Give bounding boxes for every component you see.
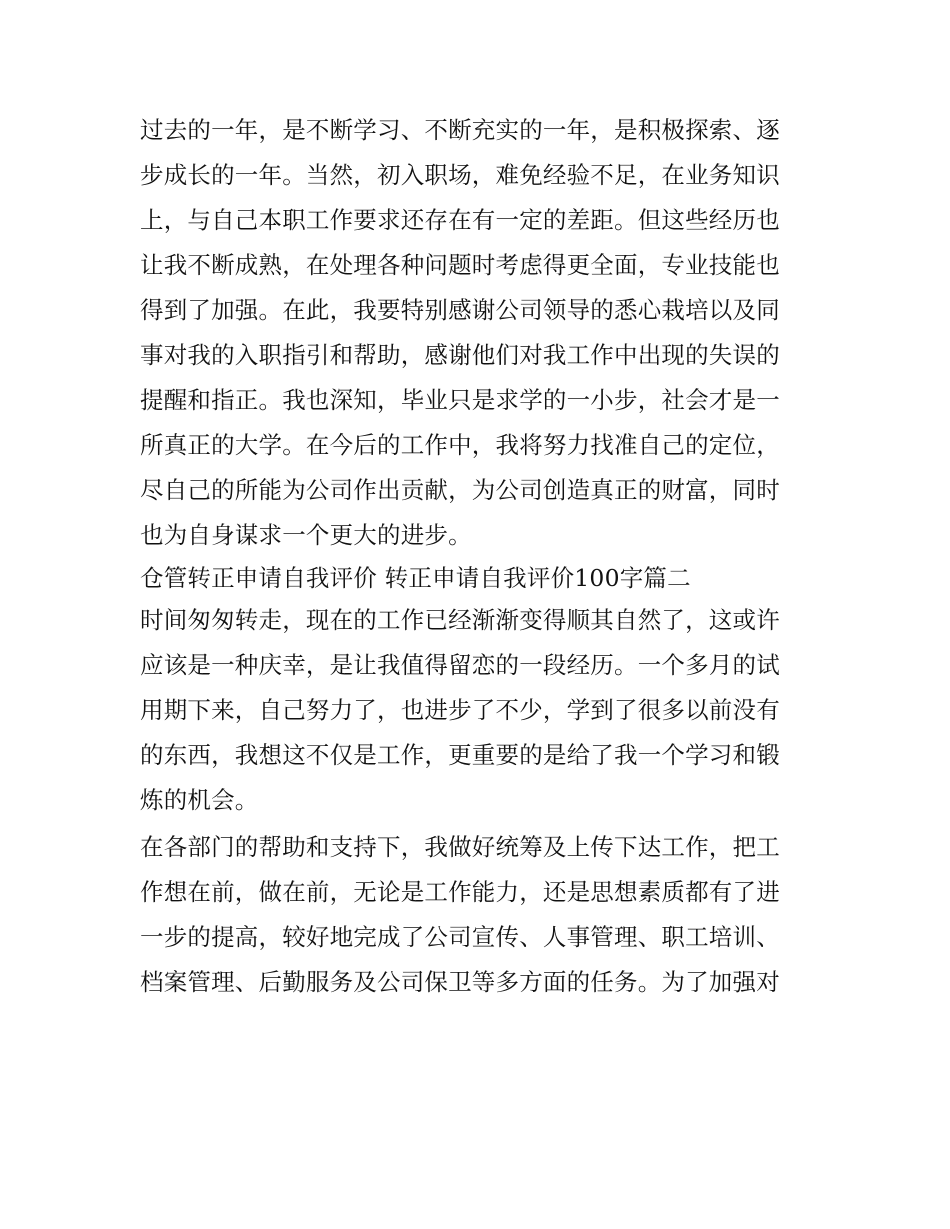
- text-line: 所真正的大学。在今后的工作中，我将努力找准自己的定位，: [140, 431, 780, 459]
- text-line: 应该是一种庆幸，是让我值得留恋的一段经历。一个多月的试: [140, 651, 780, 679]
- text-line: 档案管理、后勤服务及公司保卫等多方面的任务。为了加强对: [140, 968, 780, 996]
- text-line: 让我不断成熟，在处理各种问题时考虑得更全面，专业技能也: [140, 251, 780, 279]
- text-line: 上，与自己本职工作要求还存在有一定的差距。但这些经历也: [140, 206, 780, 234]
- text-line: 过去的一年，是不断学习、不断充实的一年，是积极探索、逐: [140, 116, 780, 144]
- text-line: 作想在前，做在前，无论是工作能力，还是思想素质都有了进: [140, 878, 780, 906]
- paragraph-2: [140, 598, 820, 823]
- text-line: 炼的机会。: [140, 786, 259, 814]
- text-line: 用期下来，自己努力了，也进步了不少，学到了很多以前没有: [140, 696, 780, 724]
- text-line: 得到了加强。在此，我要特别感谢公司领导的悉心栽培以及同: [140, 296, 780, 324]
- text-line: 也为自身谋求一个更大的进步。: [140, 521, 472, 549]
- text-line: 的东西，我想这不仅是工作，更重要的是给了我一个学习和锻: [140, 741, 780, 769]
- paragraph-1: [140, 108, 820, 558]
- text-line: 一步的提高，较好地完成了公司宣传、人事管理、职工培训、: [140, 923, 780, 951]
- paragraph-3: [140, 825, 820, 1005]
- document-body: [140, 108, 820, 1005]
- text-line: 时间匆匆转走，现在的工作已经渐渐变得顺其自然了，这或许: [140, 606, 780, 634]
- text-line: 提醒和指正。我也深知，毕业只是求学的一小步，社会才是一: [140, 386, 780, 414]
- text-line: 在各部门的帮助和支持下，我做好统筹及上传下达工作，把工: [140, 833, 780, 861]
- section-heading: 仓管转正申请自我评价 转正申请自我评价100字篇二: [140, 564, 691, 592]
- text-line: 尽自己的所能为公司作出贡献，为公司创造真正的财富，同时: [140, 476, 780, 504]
- text-line: 事对我的入职指引和帮助，感谢他们对我工作中出现的失误的: [140, 341, 780, 369]
- text-line: 步成长的一年。当然，初入职场，难免经验不足，在业务知识: [140, 161, 780, 189]
